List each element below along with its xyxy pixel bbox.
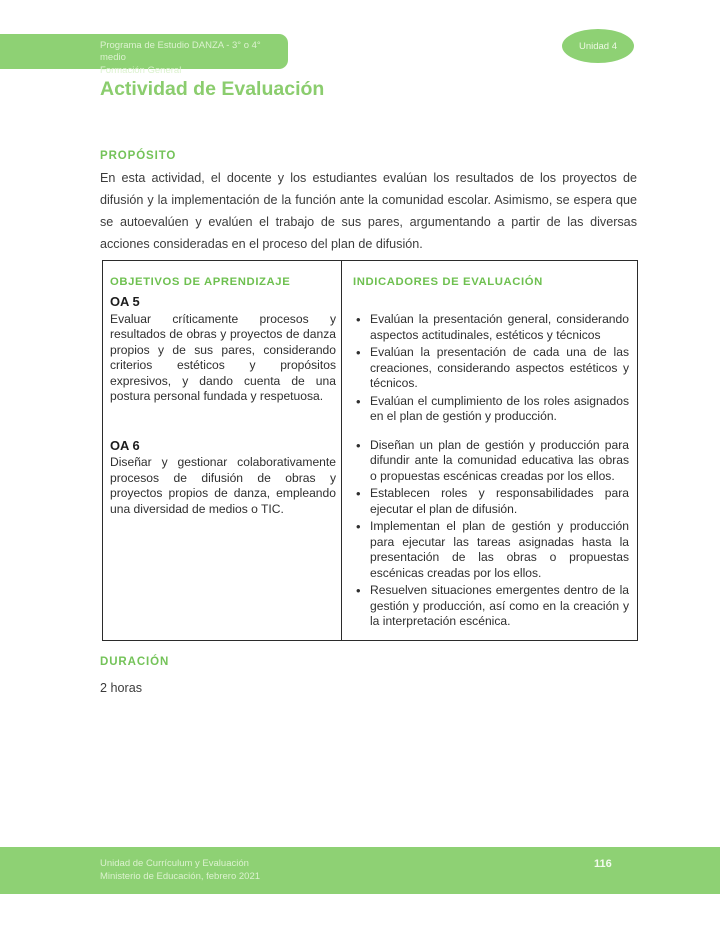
page-title: Actividad de Evaluación bbox=[100, 78, 325, 100]
oa6-cell bbox=[103, 437, 342, 640]
oa5-text: Evaluar críticamente procesos y resultados de obras y proyectos de danza propios y de sus pares, considerando criterios estéticos y propósitos expresivos, y dando cuenta de una postura personal fundada y respetuosa. bbox=[110, 311, 336, 403]
page-number: 116 bbox=[594, 858, 612, 870]
indicator-item: • Resuelven situaciones emergentes dentro de la gestión y producción, así como en la creación y la interpretación escénica. bbox=[353, 583, 629, 630]
indicator-item: • Evalúan la presentación de cada una de las creaciones, considerando aspectos estéticos y técnicos. bbox=[353, 345, 629, 392]
duracion-heading: DURACIÓN bbox=[100, 656, 170, 668]
header-bar bbox=[0, 34, 288, 76]
oa6-text: Diseñar y gestionar colaborativamente procesos de difusión de obras y proyectos propios de danza, empleando una diversidad de medios o TIC. bbox=[110, 455, 336, 516]
oa6-indicators-cell bbox=[342, 437, 637, 640]
proposito-body: En esta actividad, el docente y los estudiantes evalúan los resultados de los proyectos de difusión y la implementación de la función ante la comunidad escolar. Asimismo, se espera que se autoevalúen y evalúen el trabajo de sus pares, argumentando a partir de las diversas acciones consideradas en el proceso del plan de difusión. bbox=[100, 171, 637, 251]
oa5-cell bbox=[103, 293, 342, 437]
indicator-item: • Implementan el plan de gestión y producción para ejecutar las tareas asignadas hasta la presentación de las obras o propuestas escénicas creadas por los ellos. bbox=[353, 519, 629, 581]
header-formation-line: Formación General bbox=[100, 64, 182, 76]
oa6-label: OA 6 bbox=[110, 437, 140, 453]
footer-org-line: Unidad de Currículum y Evaluación bbox=[100, 858, 249, 869]
unit-badge: Unidad 4 bbox=[562, 29, 634, 63]
oa6-indicators-list bbox=[353, 438, 629, 630]
proposito-heading: PROPÓSITO bbox=[100, 150, 177, 162]
indicator-item: • Diseñan un plan de gestión y producción para difundir ante la comunidad educativa las obras o propuestas escénicas creadas por los ellos. bbox=[353, 438, 629, 485]
oa5-label: OA 5 bbox=[110, 294, 140, 309]
oa-table bbox=[102, 260, 638, 641]
oa-table-header-right: INDICADORES DE EVALUACIÓN bbox=[353, 276, 543, 288]
footer-ministry-line: Ministerio de Educación, febrero 2021 bbox=[100, 871, 261, 882]
oa-table-header-left: OBJETIVOS DE APRENDIZAJE bbox=[103, 261, 342, 293]
duracion-body: 2 horas bbox=[100, 681, 143, 695]
indicator-item: • Establecen roles y responsabilidades para ejecutar el plan de difusión. bbox=[353, 486, 629, 517]
indicator-item: • Evalúan el cumplimiento de los roles asignados en el plan de gestión y producción. bbox=[353, 394, 629, 425]
footer-bar bbox=[0, 847, 720, 894]
oa5-indicators-cell bbox=[342, 293, 637, 437]
oa5-indicators-list bbox=[353, 312, 629, 425]
header-program-line: Programa de Estudio DANZA - 3° o 4° medio bbox=[100, 39, 261, 63]
indicator-item: • Evalúan la presentación general, considerando aspectos actitudinales, estéticos y técnicos bbox=[353, 312, 629, 343]
